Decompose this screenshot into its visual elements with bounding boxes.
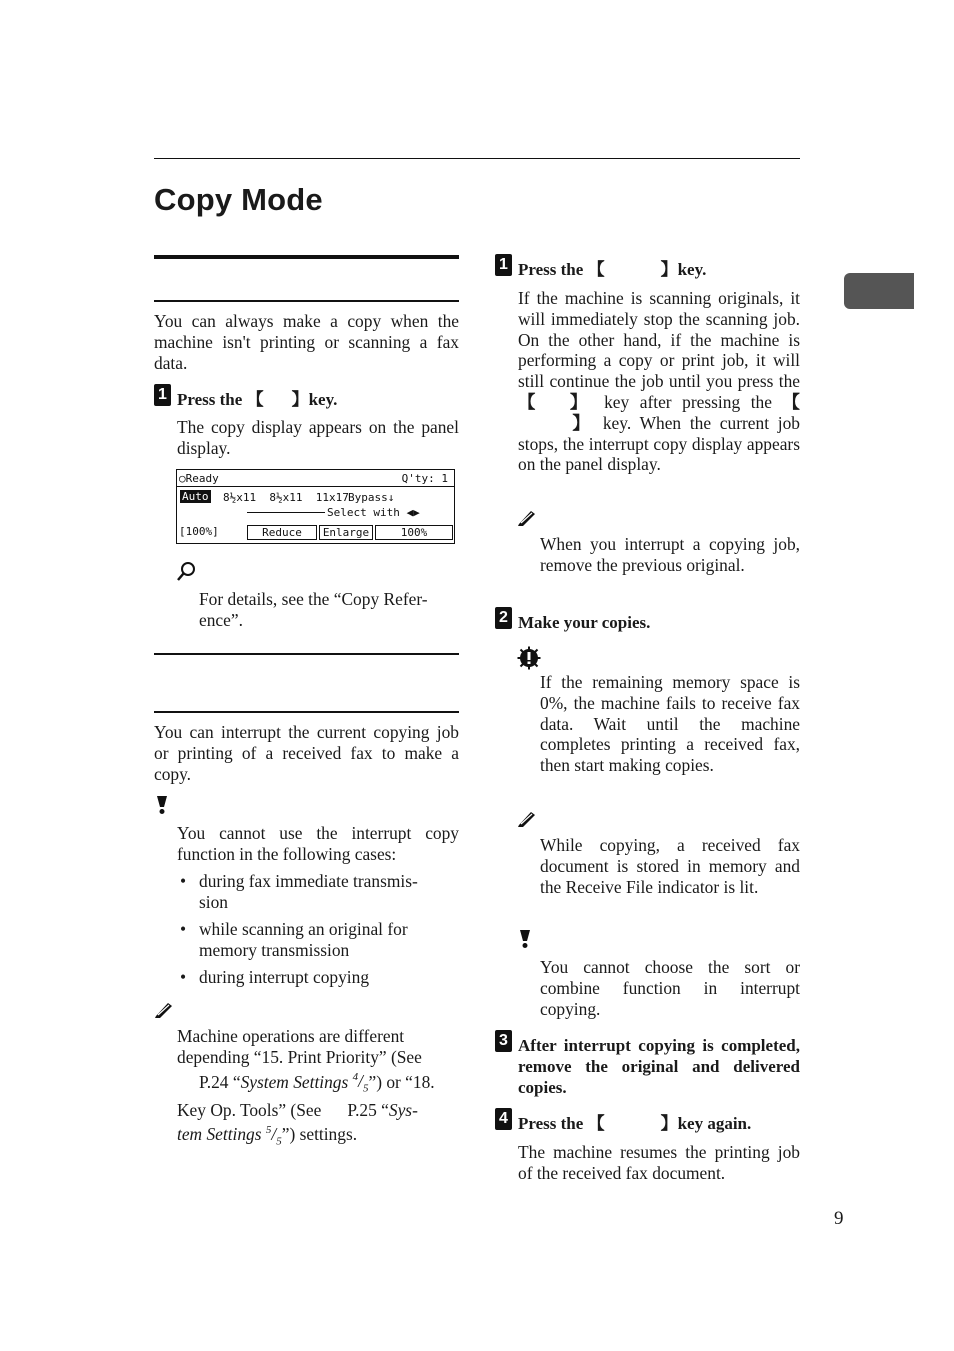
step-1-prefix: Press the [177, 390, 243, 409]
step-3-instruction: After interrupt copying is completed, remove the original and delivered copies. [518, 1036, 800, 1097]
lcd-bypass: Bypass [348, 491, 388, 504]
step-1-suffix: key. [308, 390, 338, 409]
lcd-ratio: [100%] [179, 525, 219, 538]
receive-file-note: While copying, a received fax document is stored in memory and the Receive File indicator is lit. [540, 835, 800, 897]
lcd-paper-sizes: 8½x11 8½x11 11x17 [223, 491, 349, 504]
step-1-description: The copy display appears on the panel display. [177, 417, 459, 458]
right-step-1-prefix: Press the [518, 260, 584, 279]
key-bracket-open: 【 [587, 1114, 605, 1133]
note-page-24: P.24 “ [199, 1071, 241, 1092]
desc-part-c: key. When the current job stops, the interrupt copy display appears on the panel display. [518, 412, 800, 475]
bullet-2-line2: memory transmission [199, 939, 350, 960]
step-number-2: 2 [495, 607, 512, 629]
key-bracket-open: 【 [587, 260, 605, 279]
bullet-3-line1: during interrupt copying [199, 967, 370, 987]
desc-part-a: If the machine is scanning originals, it will immediately stop the scanning job. On the other hand, if the machine is performing a copy or print job, it will still continue the job until you press the [518, 288, 800, 392]
note-line [177, 1120, 459, 1152]
note-line3-end: ”) or “18. [368, 1071, 435, 1092]
note-system-settings-link[interactable]: System Settings [240, 1071, 353, 1092]
important-note: If the remaining memory space is 0%, the machine fails to receive fax data. Wait until the machine completes printing a received fax, then start making copies. [540, 672, 800, 776]
note-sys-link[interactable]: Sys- [388, 1099, 418, 1120]
page-number: 9 [834, 1208, 844, 1229]
fraction-denominator: 5 [276, 1135, 282, 1148]
bullet-dot: • [180, 871, 187, 891]
ready-indicator-icon: ○ [179, 472, 186, 485]
right-step-1-description [518, 288, 800, 475]
key-bracket-open: 【 [518, 391, 542, 412]
fraction-numerator: 4 [352, 1071, 359, 1084]
step-number-3: 3 [495, 1030, 512, 1052]
note-line [177, 1047, 459, 1068]
note-line5-end: ”) settings. [281, 1124, 358, 1145]
bullet-item [199, 919, 459, 961]
section-rule-interrupt-top [154, 653, 459, 655]
note-tem-settings-link[interactable]: tem Settings [177, 1124, 266, 1145]
limitation-icon [155, 795, 169, 815]
note-line [177, 1026, 459, 1047]
step-4-prefix: Press the [518, 1114, 584, 1133]
step-4-description: The machine resumes the printing job of the received fax document. [518, 1142, 800, 1183]
key-bracket-close: 】 [563, 391, 594, 412]
step-number-1: 1 [154, 384, 171, 406]
bullet-1-line1: during fax immediate transmis- [199, 871, 418, 891]
bullet-2-line1: while scanning an original for [199, 919, 408, 939]
limitation-icon [518, 929, 532, 949]
note-line [177, 1068, 459, 1100]
step-2-instruction: Make your copies. [518, 613, 651, 632]
note-pencil-icon [517, 509, 537, 527]
page-title: Copy Mode [154, 182, 323, 217]
note-pencil-icon [517, 810, 537, 828]
panel-display [176, 469, 455, 544]
section-rule-interrupt-bottom [154, 711, 459, 713]
note-line2: depending “15. Print Priority” (See [177, 1046, 422, 1067]
note-pencil-icon [154, 1001, 174, 1019]
key-bracket-close: 】 [660, 1114, 678, 1133]
bullet-1-line2: sion [199, 891, 228, 912]
note-line1: Machine operations are different [177, 1026, 405, 1046]
lcd-reduce-button[interactable]: Reduce [247, 525, 317, 540]
lcd-mode-auto: Auto [182, 490, 209, 503]
scroll-keys-icon: ◀▶ [406, 506, 420, 519]
important-icon [517, 646, 541, 670]
reference-note-line1: For details, see the “Copy Refer- [199, 589, 428, 609]
key-bracket-close: 】 [568, 412, 595, 433]
lcd-100-button[interactable]: 100% [375, 525, 453, 540]
copy-intro: You can always make a copy when the machine isn't printing or scanning a fax data. [154, 311, 459, 373]
key-bracket-close: 】 [291, 390, 309, 409]
bullet-item [199, 967, 459, 988]
machine-operations-note [177, 1026, 459, 1153]
reference-note [199, 589, 459, 631]
fraction-numerator: 5 [265, 1124, 272, 1137]
chapter-tab [844, 273, 914, 309]
lcd-status: Ready [185, 472, 219, 485]
subsection-rule [154, 300, 459, 302]
interrupt-intro: You can interrupt the current copying job or printing of a received fax to make a copy. [154, 722, 459, 784]
bullet-dot: • [180, 919, 187, 939]
lcd-enlarge-button[interactable]: Enlarge [319, 525, 373, 540]
lcd-select-hint: Select with [327, 506, 400, 519]
limitation-intro: You cannot use the interrupt copy function in the following cases: [177, 823, 459, 864]
fraction-slash: / [271, 1124, 277, 1145]
step-number-4: 4 [495, 1108, 512, 1130]
magnifier-reference-icon [176, 561, 198, 583]
header-rule [154, 158, 800, 159]
key-bracket-close: 】 [660, 260, 678, 279]
note-page-25: P.25 “ [347, 1099, 389, 1120]
interrupt-note: When you interrupt a copying job, remove the previous original. [540, 534, 800, 575]
right-step-1-suffix: key. [677, 260, 707, 279]
bullet-item [199, 871, 459, 913]
bullet-dot: • [180, 967, 187, 987]
desc-part-b: key after pressing the [604, 391, 772, 412]
fraction-slash: / [358, 1071, 363, 1092]
note-line [177, 1100, 459, 1121]
step-number-1: 1 [495, 254, 512, 276]
step-1-instruction [177, 390, 467, 411]
sort-limitation-note: You cannot choose the sort or combine function in interrupt copying. [540, 957, 800, 1019]
fraction-denominator: 5 [362, 1082, 369, 1095]
lcd-quantity: Q'ty: 1 [401, 472, 448, 485]
note-line4a: Key Op. Tools” (See [177, 1099, 322, 1120]
step-4-suffix: key again. [677, 1114, 752, 1133]
bypass-arrow-icon: ↓ [387, 491, 395, 504]
key-bracket-open: 【 [782, 391, 800, 412]
right-step-1-instruction [518, 260, 808, 281]
section-rule-thick [154, 255, 459, 259]
key-bracket-open: 【 [246, 390, 264, 409]
reference-note-line2: ence”. [199, 609, 243, 630]
step-4-instruction [518, 1114, 808, 1135]
